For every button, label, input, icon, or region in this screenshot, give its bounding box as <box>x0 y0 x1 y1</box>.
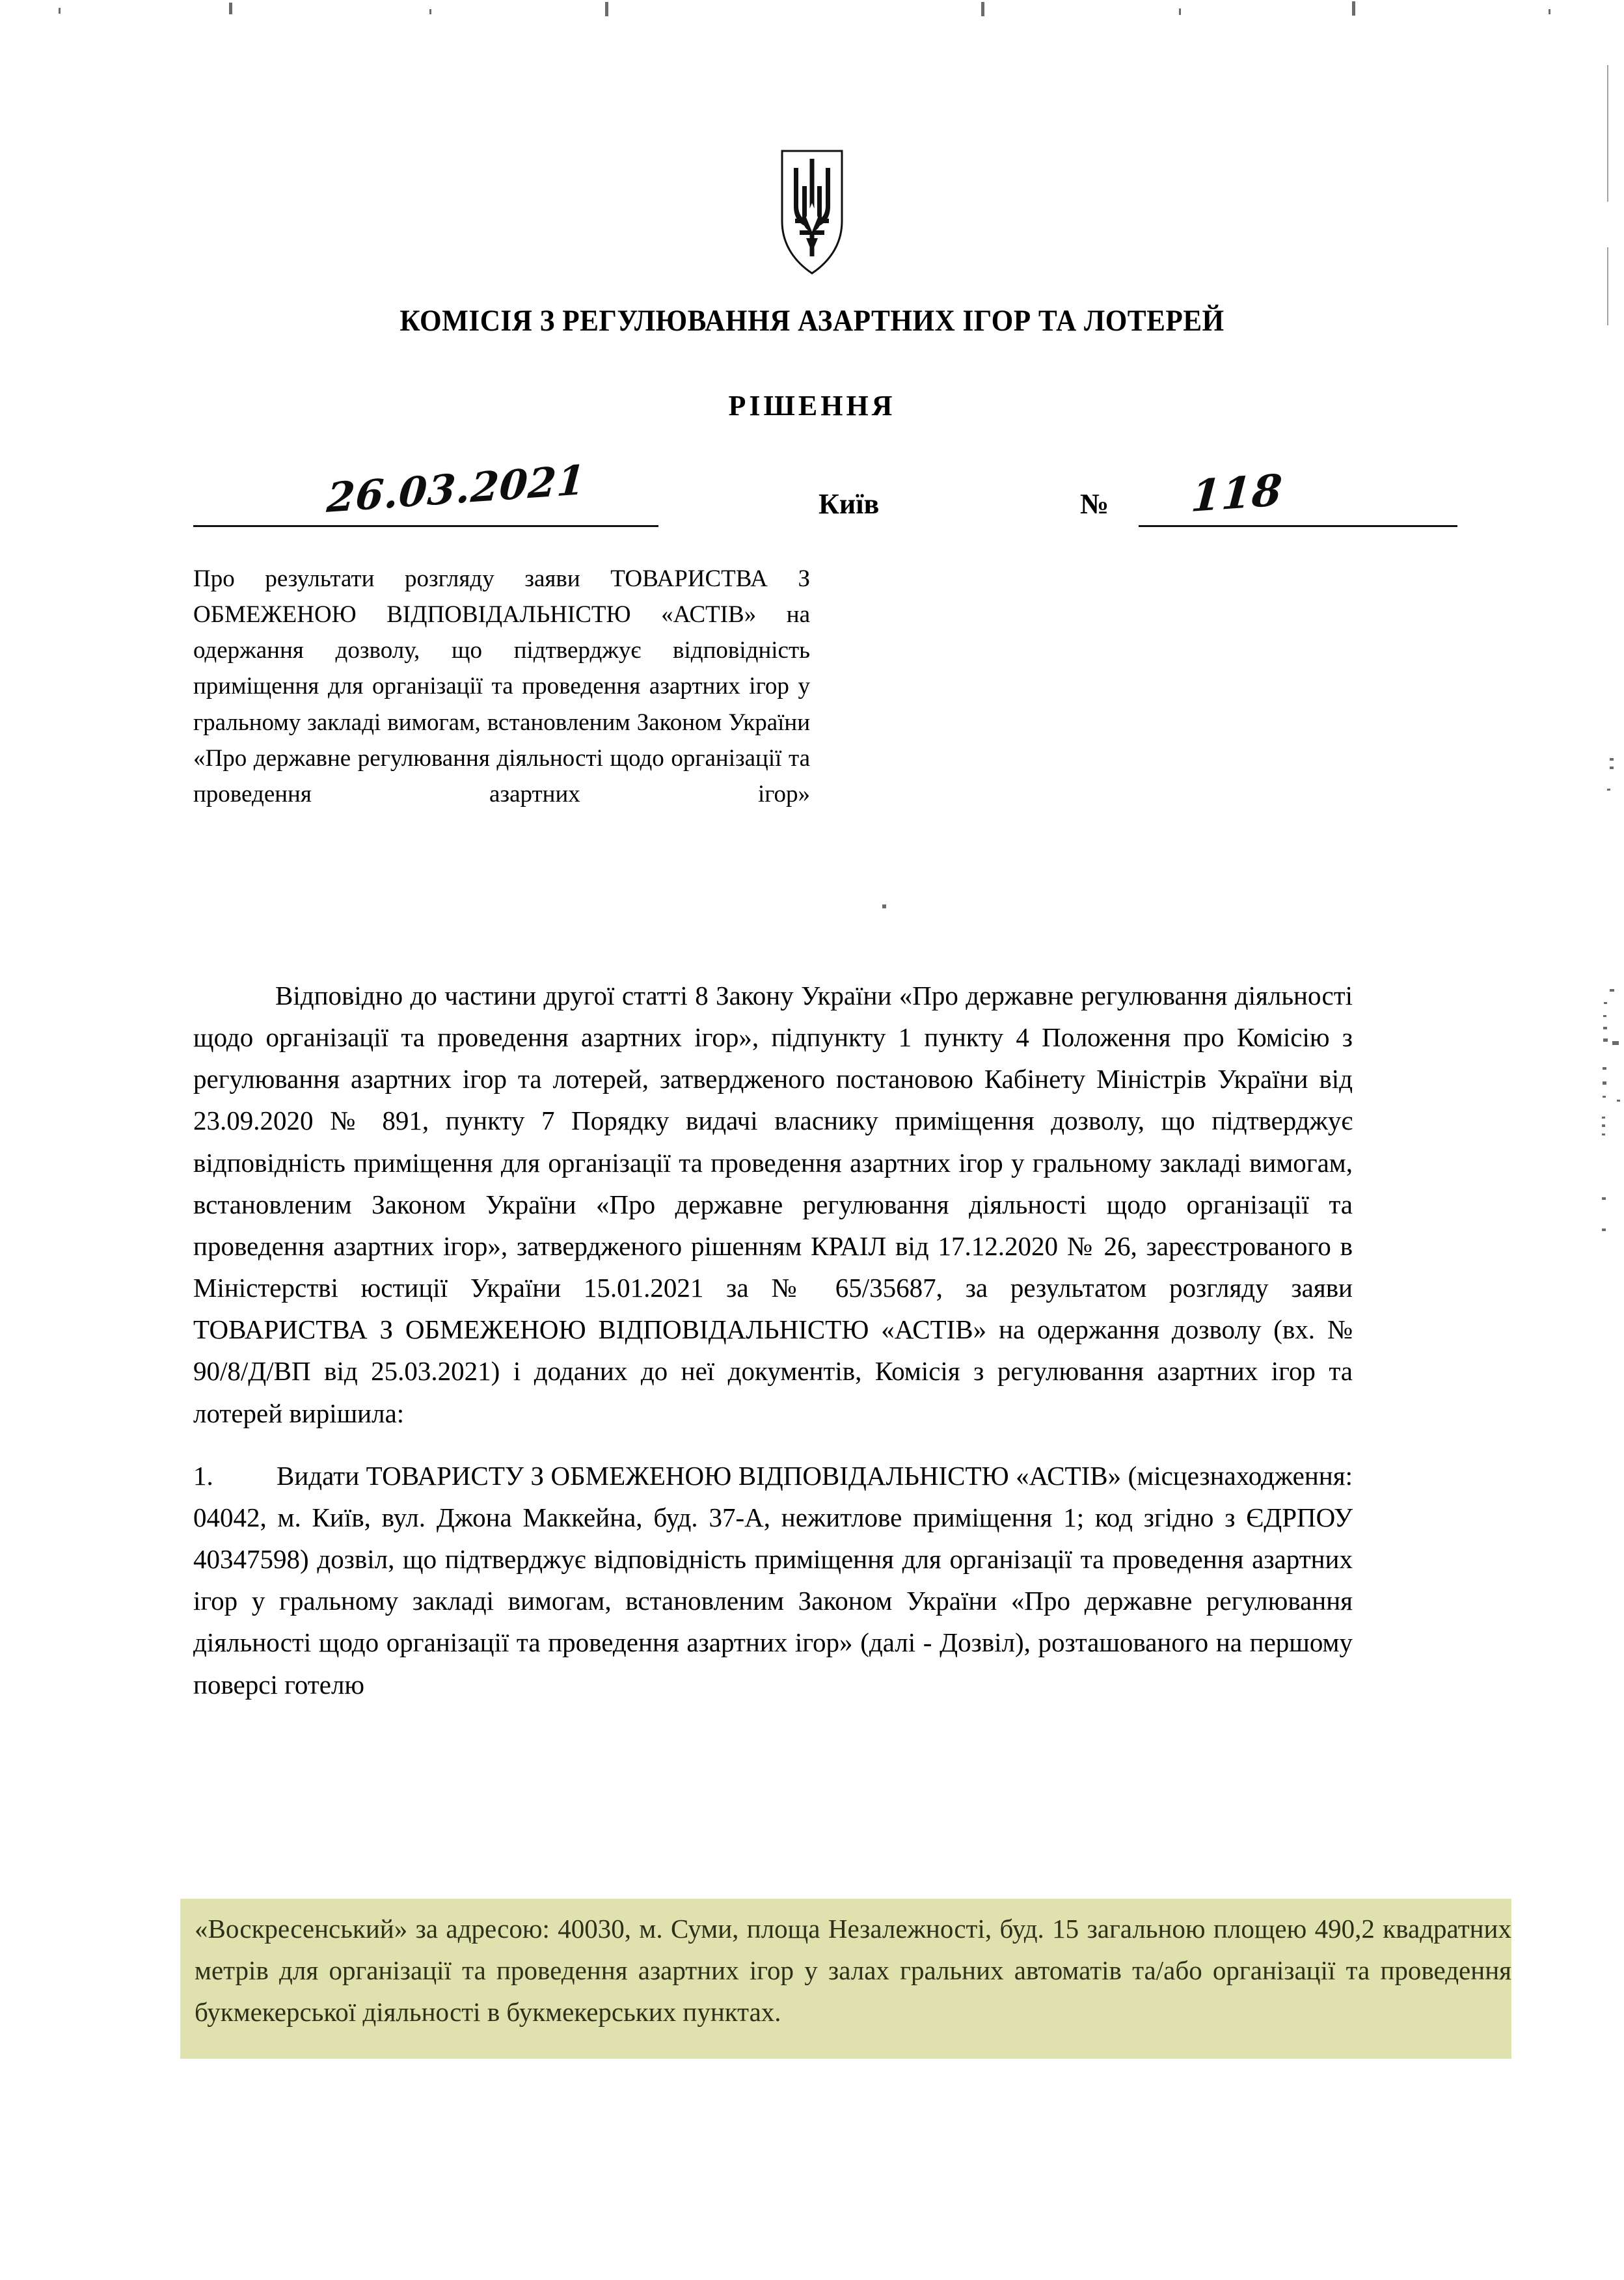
scan-speck <box>1179 8 1181 15</box>
scan-speck <box>981 2 984 16</box>
scan-speck <box>59 8 61 14</box>
highlight-text: «Воскресенський» за адресою: 40030, м. Суми, площа Незалежності, буд. 15 загальною площею 490,2 квадратних метрів для організації та проведення азартних ігор у залах гральних автоматів та/або організації та проведення букмекерської діяльності в букмекерських пунктах. <box>195 1914 1511 2028</box>
scan-speck <box>1602 1124 1605 1127</box>
scan-speck <box>1602 1197 1606 1200</box>
city-label: Київ <box>819 488 880 520</box>
highlighted-passage <box>180 1899 1511 2059</box>
document-kind-heading: РІШЕННЯ <box>728 390 896 422</box>
scan-speck <box>1603 1027 1607 1029</box>
date-handwritten: 26.03.2021 <box>325 455 588 522</box>
scan-speck <box>1549 9 1550 14</box>
item-1-text: Видати ТОВАРИСТУ З ОБМЕЖЕНОЮ ВІДПОВІДАЛЬНІСТЮ «АСТІВ» (місцезнаходження: 04042, м. Київ, вул. Джона Маккейна, буд. 37-А, нежитлове приміщення 1; код згідно з ЄДРПОУ 40347598) дозвіл, що підтверджує відповідність приміщення для організації та проведення азартних ігор у гральному закладі вимогам, встановленим Законом України «Про державне регулювання діяльності щодо організації та проведення азартних ігор» (далі - Дозвіл), розташованого на першому поверсі готелю <box>193 1460 1353 1700</box>
scan-speck <box>1602 1133 1605 1135</box>
subject-text: Про результати розгляду заяви ТОВАРИСТВА З ОБМЕЖЕНОЮ ВІДПОВІДАЛЬНІСТЮ «АСТІВ» на одержання дозволу, що підтверджує відповідність приміщення для організації та проведення азартних ігор у гральному закладі вимогам, встановленим Законом України «Про державне регулювання діяльності щодо організації та проведення азартних ігор» <box>193 565 810 808</box>
subject-block <box>193 561 810 848</box>
scan-speck <box>1612 1041 1619 1045</box>
number-symbol-label: № <box>1080 488 1109 520</box>
scan-speck <box>1610 989 1614 992</box>
scan-speck <box>229 3 232 14</box>
scan-speck <box>429 9 431 14</box>
number-rule <box>1139 525 1457 527</box>
scan-speck <box>1607 789 1610 791</box>
scan-speck <box>1603 1038 1608 1042</box>
preamble-paragraph: Відповідно до частини другої статті 8 Закону України «Про державне регулювання діяльності щодо організації та проведення азартних ігор», підпункту 1 пункту 4 Положення про Комісію з регулювання азартних ігор та лотерей, затвердженого постановою Кабінету Міністрів України від 23.09.2020 № 891, пункту 7 Порядку видачі власнику приміщення дозволу, що підтверджує відповідність приміщення для організації та проведення азартних ігор у гральному закладі вимогам, встановленим Законом України «Про державне регулювання діяльності щодо організації та проведення азартних ігор», затвердженого рішенням КРАІЛ від 17.12.2020 № 26, зареєстрованого в Міністерстві юстиції України 15.01.2021 за № 65/35687, за результатом розгляду заяви ТОВАРИСТВА З ОБМЕЖЕНОЮ ВІДПОВІДАЛЬНІСТЮ «АСТІВ» на одержання дозволу (вх. № 90/8/Д/ВП від 25.03.2021) і доданих до неї документів, Комісія з регулювання азартних ігор та лотерей вирішила: <box>193 981 1353 1428</box>
scan-speck <box>1604 1002 1607 1004</box>
document-meta-row <box>0 455 1624 527</box>
organization-title: КОМІСІЯ З РЕГУЛЮВАННЯ АЗАРТНИХ ІГОР ТА ЛОТЕРЕЙ <box>399 304 1225 338</box>
ukraine-trident-emblem <box>776 148 848 276</box>
scan-speck <box>1603 1067 1606 1070</box>
scan-speck <box>1603 1015 1606 1017</box>
body-copy <box>193 975 1353 1705</box>
scan-speck <box>1617 1100 1620 1102</box>
scan-speck <box>605 2 608 16</box>
scan-speck <box>1352 1 1355 16</box>
number-handwritten: 118 <box>1189 464 1284 522</box>
scan-speck <box>882 904 886 908</box>
item-1-paragraph <box>193 1455 1353 1705</box>
item-1-number: 1. <box>193 1460 213 1491</box>
scan-speck <box>1602 1117 1605 1119</box>
emblem-container <box>0 148 1624 279</box>
scan-speck <box>1603 1096 1606 1098</box>
scan-speck <box>1602 1228 1606 1231</box>
date-rule <box>193 525 658 527</box>
scan-speck <box>1610 767 1614 769</box>
scan-speck <box>1610 758 1614 761</box>
scan-speck <box>1603 1081 1606 1085</box>
